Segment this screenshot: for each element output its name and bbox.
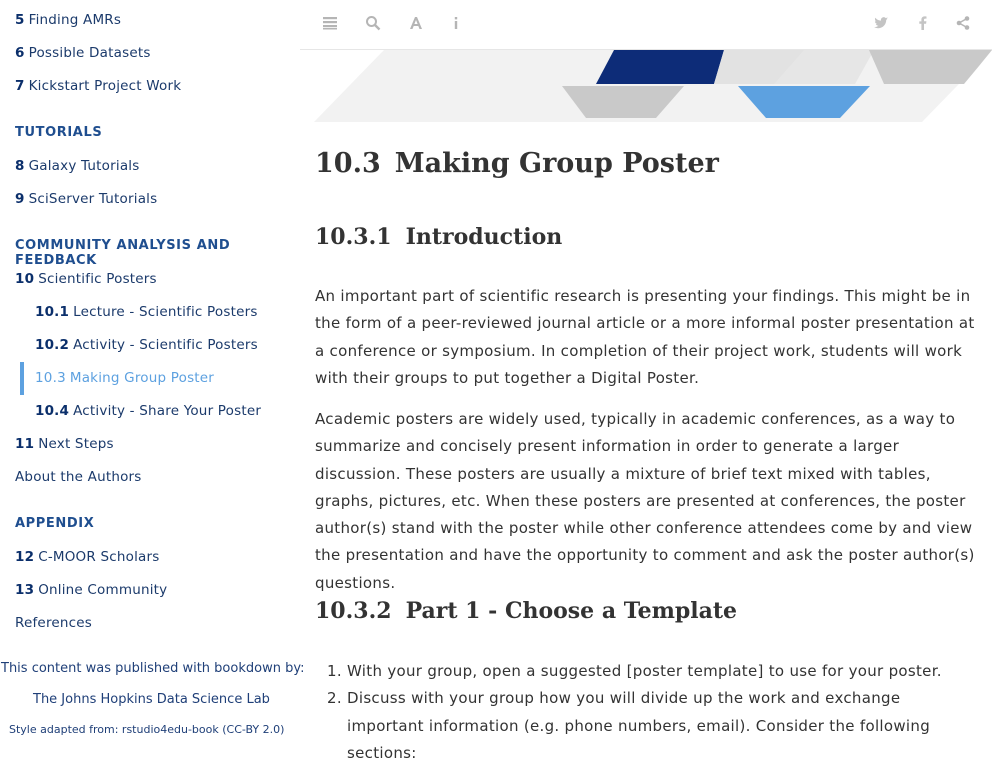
chapter-number: 8 [15,158,25,174]
sidebar-item-kickstart[interactable] [15,78,181,94]
sidebar-item-label: Next Steps [38,436,114,452]
chapter-number: 13 [15,582,35,598]
sidebar-item-cmoor[interactable] [15,549,159,565]
sidebar-subitem-10-2[interactable] [35,337,258,353]
sidebar-item-references[interactable]: References [15,615,93,631]
sidebar-item-label: Possible Datasets [28,45,151,61]
sidebar-item-about[interactable]: About the Authors [15,469,142,485]
section-number: 10.1 [35,304,70,320]
sidebar-item-possible-datasets[interactable] [15,45,151,61]
sidebar-subitem-10-4[interactable] [35,403,261,419]
chapter-number: 6 [15,45,25,61]
chapter-number: 10 [15,271,35,287]
list-item: 1. With your group, open a suggested [poster template] to use for your poster. [347,658,977,685]
intro-paragraph-2: Academic posters are widely used, typically in academic conferences, as a way to summarize and concisely present information in order to generate a larger discussion. These posters are usually a mixture of brief text mixed with tables, graphs, pictures, etc. When these posters are presented at conferences, the poster author(s) stand with the poster while other conference attendees come by and view the presentation and have the opportunity to comment and ask the poster author(s) questions. [315,410,975,592]
footer-published: This content was published with bookdown by: [1,661,305,676]
sidebar [0,0,305,744]
title-number: 10.3 [315,148,381,179]
search-icon[interactable] [364,15,382,33]
section-number: 10.2 [35,337,70,353]
toolbar [300,0,992,50]
sidebar-item-next-steps[interactable] [15,436,114,452]
sidebar-item-label: Lecture - Scientific Posters [73,304,258,320]
sidebar-subitem-10-1[interactable] [35,304,258,320]
facebook-icon[interactable] [914,15,932,33]
chapter-banner [314,50,992,122]
font-icon[interactable] [407,15,425,33]
footer-style-credit[interactable]: Style adapted from: rstudio4edu-book (CC-BY 2.0) [9,723,285,736]
heading-text: Part 1 - Choose a Template [405,598,738,624]
sidebar-item-finding-amrs[interactable] [15,12,121,28]
intro-paragraph-1: An important part of scientific research is presenting your findings. This might be in the form of a peer-reviewed journal article or a more informal poster presentation at a conference or symposium. In completion of their project work, students will work with their groups to put together a Digital Poster. [315,287,975,387]
twitter-icon[interactable] [872,15,890,33]
sidebar-item-galaxy[interactable] [15,158,139,174]
share-icon[interactable] [954,15,972,33]
heading-introduction [315,224,562,250]
sidebar-item-label: Making Group Poster [69,370,215,386]
chapter-number: 5 [15,12,25,28]
sidebar-item-label: C-MOOR Scholars [38,549,160,565]
sidebar-item-scientific-posters[interactable] [15,271,157,287]
section-number: 10.4 [35,403,70,419]
steps-list [347,658,977,767]
sidebar-item-label: Activity - Scientific Posters [73,337,258,353]
sidebar-item-label: Finding AMRs [28,12,122,28]
chapter-number: 9 [15,191,25,207]
sidebar-item-sciserver[interactable] [15,191,157,207]
sidebar-item-label: Kickstart Project Work [28,78,182,94]
heading-number: 10.3.2 [315,598,392,624]
section-community: COMMUNITY ANALYSIS AND FEEDBACK [15,238,231,268]
list-item: 2. Discuss with your group how you will divide up the work and exchange important information (e.g. phone numbers, email). Consider the following sections: [347,685,977,767]
section-appendix: APPENDIX [15,516,95,531]
sidebar-item-label: Online Community [38,582,168,598]
sidebar-item-label: Scientific Posters [38,271,157,287]
title-text: Making Group Poster [394,148,719,179]
chapter-number: 11 [15,436,35,452]
page-title [315,148,719,179]
active-indicator [20,362,24,395]
toc-icon[interactable] [321,15,339,33]
chapter-number: 7 [15,78,25,94]
sidebar-item-online-community[interactable] [15,582,167,598]
section-number: 10.3 [35,370,66,386]
heading-choose-template [315,598,737,624]
heading-text: Introduction [405,224,563,250]
sidebar-subitem-10-3-active[interactable] [35,370,214,386]
chapter-number: 12 [15,549,35,565]
info-icon[interactable] [447,15,465,33]
sidebar-item-label: Galaxy Tutorials [28,158,140,174]
sidebar-item-label: Activity - Share Your Poster [73,403,262,419]
heading-number: 10.3.1 [315,224,392,250]
section-tutorials: TUTORIALS [15,125,103,140]
sidebar-item-label: SciServer Tutorials [28,191,158,207]
footer-lab-link[interactable]: The Johns Hopkins Data Science Lab [33,692,270,707]
